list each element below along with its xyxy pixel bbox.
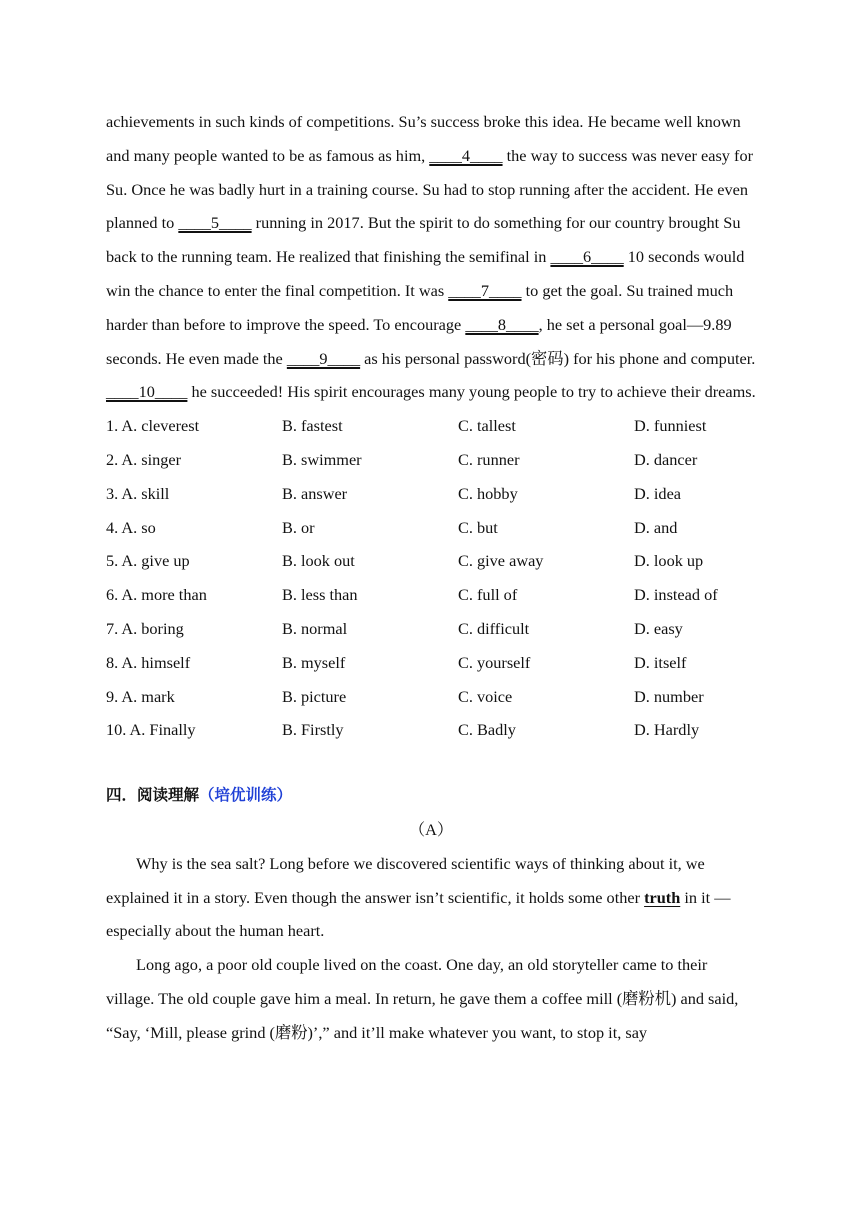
option-row [106,443,756,477]
reading-paragraph: Long ago, a poor old couple lived on the coast. One day, an old storyteller came to their village. The old couple gave him a meal. In return, he gave them a coffee mill (磨粉机) and said, “Say, ‘Mill, please grind (磨粉)’,” and it’ll make whatever you want, to stop it, say [106,955,739,1042]
option-b: B. Firstly [282,720,344,740]
reading-text: Why is the sea salt? Long before we discovered scientific ways of thinking about it, we explained it in a story. Even though the answer isn’t scientific, it holds some other [106,853,705,907]
option-b: B. or [282,517,315,537]
answer-options [106,409,756,747]
option-b: B. answer [282,483,348,503]
option-a: 6. A. more than [106,585,207,605]
option-a: 1. A. cleverest [106,416,200,436]
option-a: 4. A. so [106,517,156,537]
section-heading [106,779,756,813]
cloze-passage [106,105,756,409]
option-row [106,477,756,511]
option-d: D. look up [634,551,704,571]
option-b: B. myself [282,652,346,672]
passage-text: 10 seconds would win the chance to enter the final competition. It was [106,247,745,300]
option-row [106,612,756,646]
reading-paragraph [106,847,756,948]
reading-text: in it — especially about the human heart. [106,887,731,941]
blank-7: ____7____ [448,280,522,300]
blank-6: ____6____ [550,247,624,267]
option-row [106,544,756,578]
option-a: 7. A. boring [106,618,184,638]
option-b: B. look out [282,551,355,571]
blank-8: ____8____ [465,314,539,334]
passage-text: he succeeded! His spirit encourages many young people to try to achieve their dreams. [187,382,756,402]
option-c: C. hobby [458,483,518,503]
option-c: C. tallest [458,416,516,436]
option-d: D. itself [634,652,687,672]
option-c: C. give away [458,551,544,571]
passage-text: running in 2017. But the spirit to do something for our country brought Su back to the running team. He realized that finishing the semifinal in [106,213,741,267]
option-a: 3. A. skill [106,483,170,503]
blank-9: ____9____ [286,348,361,368]
option-a: 9. A. mark [106,686,175,706]
option-d: D. funniest [634,416,707,436]
option-a: 2. A. singer [106,449,182,469]
option-c: C. voice [458,686,513,706]
passage-text: the way to success was never easy for Su. Once he was badly hurt in a training course. Su had to stop running after the accident. He even planned to [106,145,754,233]
option-d: D. Hardly [634,720,700,740]
option-a: 8. A. himself [106,652,191,672]
option-c: C. but [458,517,498,537]
passage-text: achievements in such kinds of competitions. Su’s success broke this idea. He became well known and many people wanted to be as famous as him, [106,112,741,165]
passage-text: to get the goal. Su trained much harder than before to improve the speed. To encourage [106,280,734,334]
blank-10: ____10____ [106,382,188,402]
option-b: B. swimmer [282,449,362,469]
option-b: B. less than [282,585,358,605]
option-a: 5. A. give up [106,551,190,571]
option-b: B. normal [282,618,348,638]
option-c: C. runner [458,449,520,469]
underlined-word: truth [644,887,681,907]
section-note: （培优训练） [199,786,293,805]
option-c: C. difficult [458,618,530,638]
option-d: D. easy [634,618,683,638]
option-d: D. idea [634,483,682,503]
option-d: D. and [634,517,678,537]
option-a: 10. A. Finally [106,720,196,740]
option-c: C. full of [458,585,518,605]
option-d: D. number [634,686,704,706]
option-c: C. Badly [458,720,516,740]
passage-text: as his personal password(密码) for his phone and computer. [360,348,756,368]
section-title: 四．阅读理解 [106,786,200,805]
part-label: （A） [408,819,454,839]
option-b: B. fastest [282,416,343,436]
option-row [106,680,756,714]
option-row [106,646,756,680]
blank-4: ____4____ [429,145,503,165]
passage-text: , he set a personal goal—9.89 seconds. He even made the [106,314,732,368]
option-d: D. instead of [634,585,718,605]
option-b: B. picture [282,686,347,706]
option-row [106,713,756,747]
option-row [106,409,756,443]
option-c: C. yourself [458,652,531,672]
option-row [106,511,756,545]
option-d: D. dancer [634,449,698,469]
content-area [106,105,756,1050]
blank-5: ____5____ [178,213,252,233]
option-row [106,578,756,612]
